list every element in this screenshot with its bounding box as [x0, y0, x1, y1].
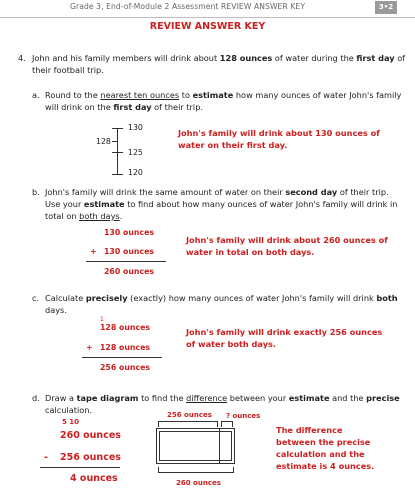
part-d-line2: calculation.	[45, 405, 93, 415]
page-subtitle: REVIEW ANSWER KEY	[149, 21, 266, 32]
stem-text: John and his family members will drink about	[32, 53, 220, 63]
part-d-text: to find the	[138, 393, 187, 403]
part-a-text: will drink on the	[45, 102, 114, 112]
number-line-label-bottom: 120	[128, 168, 143, 177]
header-title: Grade 3, End-of-Module 2 Assessment REVIEW ANSWER KEY	[70, 2, 306, 11]
part-b-line1	[45, 186, 389, 198]
number-line-label-top: 130	[128, 123, 143, 132]
part-c-line2: days.	[45, 305, 67, 315]
part-b-text: Use your	[45, 199, 84, 209]
part-b-text: total on	[45, 211, 80, 221]
part-d-answer-line3: calculation and the	[276, 449, 365, 459]
tape-label-total: 260 ounces	[176, 479, 221, 487]
stem-text: of	[394, 53, 406, 63]
part-c-work-plus: +	[86, 343, 93, 352]
tape-known-part	[159, 431, 232, 461]
part-d-underlined: difference	[186, 393, 228, 403]
part-b-work-sum: 260 ounces	[104, 267, 154, 276]
part-b-text: of their trip.	[337, 187, 389, 197]
part-d-text: Draw a	[45, 393, 77, 403]
part-d-difference-line	[40, 467, 120, 468]
part-b-text: John's family will drink the same amount of water on their	[45, 187, 286, 197]
tape-bracket-total	[158, 467, 234, 473]
part-b-work-plus: +	[90, 247, 97, 256]
number-line-label-marker: 128	[96, 137, 111, 146]
number-line-tick-marker	[112, 141, 117, 142]
part-b-text: .	[119, 211, 123, 221]
part-a-line2	[45, 101, 203, 113]
stem-text: of water during the	[272, 53, 357, 63]
header-divider	[0, 17, 415, 18]
part-d-text: and the	[329, 393, 367, 403]
part-a-letter: a.	[32, 90, 40, 100]
part-d-bold: tape diagram	[76, 393, 139, 403]
part-a-text: how many ounces of water John's family	[233, 90, 402, 100]
number-line-tick-top	[112, 128, 123, 129]
part-b-work-addend1: 130 ounces	[104, 228, 154, 237]
part-d-work-difference: 4 ounces	[70, 473, 118, 484]
part-d-work-minus: -	[44, 452, 48, 463]
part-c-letter: c.	[32, 293, 40, 303]
part-b-underlined: both days	[79, 211, 120, 221]
number-line-tick-bottom	[112, 174, 123, 175]
part-b-work-addend2: 130 ounces	[104, 247, 154, 256]
part-b-line2	[45, 198, 398, 210]
part-c-work-addend2: 128 ounces	[100, 343, 150, 352]
part-a-underlined: nearest ten ounces	[100, 90, 180, 100]
tape-bracket-unknown	[221, 421, 233, 427]
part-b-line3	[45, 210, 122, 222]
part-d-work-subtrahend: 256 ounces	[60, 452, 121, 463]
page-header	[0, 0, 415, 17]
part-a-bold: estimate	[192, 90, 234, 100]
part-a-answer-line2: water on their first day.	[178, 140, 288, 150]
part-a-text: to	[179, 90, 193, 100]
part-d-regroup-digits: 5 10	[62, 418, 80, 426]
part-d-work-minuend: 260 ounces	[60, 430, 121, 441]
part-a-line1	[45, 89, 401, 101]
part-c-answer-line1: John's family will drink exactly 256 ounces	[186, 327, 383, 337]
part-b-bold: second day	[285, 187, 338, 197]
part-a-bold: first day	[113, 102, 152, 112]
part-d-text: between your	[227, 393, 289, 403]
number-line-label-middle: 125	[128, 148, 143, 157]
part-c-text: Calculate	[45, 293, 86, 303]
problem-stem-line2: their football trip.	[32, 65, 104, 75]
problem-number: 4.	[18, 53, 26, 63]
tape-diagram	[156, 428, 235, 464]
part-d-answer-line4: estimate is 4 ounces.	[276, 461, 375, 471]
part-c-bold: precisely	[85, 293, 128, 303]
part-c-bold: both	[376, 293, 398, 303]
part-d-answer-line2: between the precise	[276, 437, 371, 447]
tape-label-known: 256 ounces	[167, 411, 212, 419]
part-b-answer-line2: water in total on both days.	[186, 247, 315, 257]
part-d-answer-line1: The difference	[276, 425, 343, 435]
part-b-letter: b.	[32, 187, 40, 197]
part-c-work-addend1: 128 ounces	[100, 323, 150, 332]
part-b-sum-line	[86, 261, 166, 262]
part-c-line1	[45, 292, 398, 304]
part-c-answer-line2: of water both days.	[186, 339, 277, 349]
part-c-text: (exactly) how many ounces of water John's family will drink	[127, 293, 377, 303]
problem-stem-line1	[32, 52, 405, 64]
part-d-line1	[45, 392, 400, 404]
tape-bracket-known	[158, 421, 218, 427]
tape-label-unknown: ? ounces	[226, 412, 261, 420]
stem-bold-day: first day	[356, 53, 395, 63]
part-c-work-sum: 256 ounces	[100, 363, 150, 372]
part-d-bold: estimate	[288, 393, 330, 403]
stem-bold-amount: 128 ounces	[219, 53, 273, 63]
tape-divider	[219, 428, 220, 464]
part-c-carry-digit: 1	[100, 316, 104, 323]
number-line-tick-middle	[112, 152, 123, 153]
part-d-bold: precise	[366, 393, 400, 403]
part-a-answer-line1: John's family will drink about 130 ounces of	[178, 128, 380, 138]
part-b-answer-line1: John's family will drink about 260 ounces of	[186, 235, 388, 245]
part-a-text: of their trip.	[151, 102, 203, 112]
part-d-letter: d.	[32, 393, 40, 403]
part-b-text: to find about how many ounces of water John's family will drink in	[124, 199, 398, 209]
part-a-text: Round to the	[45, 90, 101, 100]
part-c-sum-line	[82, 357, 162, 358]
module-badge: 3•2	[375, 1, 397, 14]
part-b-bold: estimate	[83, 199, 125, 209]
